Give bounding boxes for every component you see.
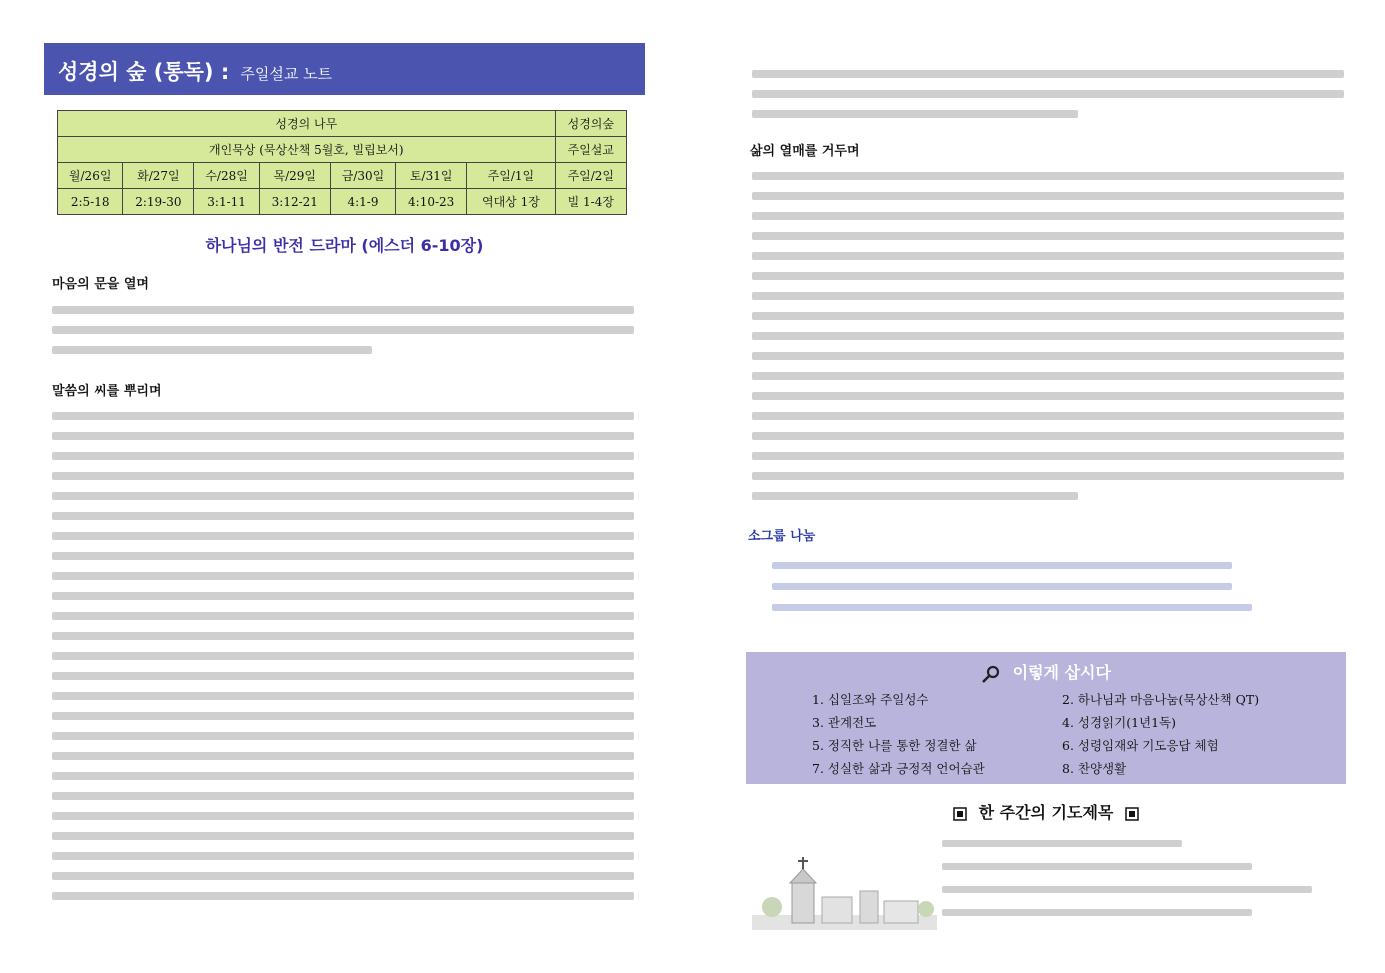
schedule-day: 수/28일: [194, 163, 259, 189]
paragraph-open-heart: [52, 306, 634, 366]
live-title: 이렇게 삽시다: [1012, 663, 1111, 682]
list-item: 8. 찬양생활: [1062, 761, 1127, 776]
schedule-ref: 4:10-23: [396, 189, 467, 215]
schedule-ref: 4:1-9: [330, 189, 395, 215]
page-subtitle: 주일설교 노트: [240, 65, 333, 83]
reading-schedule-table: [57, 110, 627, 215]
list-item: [942, 901, 1312, 924]
list-item: [772, 576, 1252, 597]
live-list: [812, 688, 1332, 780]
schedule-day: 월/26일: [58, 163, 123, 189]
section-heading-bear-fruit: 삶의 열매를 거두며: [750, 144, 860, 159]
schedule-ref: 2:19-30: [123, 189, 194, 215]
schedule-day: 주일/1일: [467, 163, 555, 189]
list-item: 5. 정직한 나를 통한 정결한 삶: [812, 738, 977, 753]
list-item: [942, 832, 1312, 855]
paragraph-continued: [752, 70, 1344, 130]
list-item: 6. 성령임재와 기도응답 체험: [1062, 738, 1219, 753]
schedule-day: 주일/2일: [555, 163, 626, 189]
list-item: [942, 855, 1312, 878]
church-illustration: [752, 855, 937, 930]
section-heading-sow-word: 말씀의 씨를 뿌리며: [52, 384, 162, 399]
schedule-day: 금/30일: [330, 163, 395, 189]
schedule-day: 토/31일: [396, 163, 467, 189]
schedule-day: 목/29일: [259, 163, 330, 189]
list-item: 1. 십일조와 주일성수: [812, 692, 929, 707]
sermon-title: 하나님의 반전 드라마 (에스더 6-10장): [205, 236, 484, 255]
square-bullet-icon: [1125, 807, 1139, 821]
schedule-sub-main: 개인묵상 (묵상산책 5월호, 빌립보서): [58, 137, 556, 163]
schedule-ref: 3:12-21: [259, 189, 330, 215]
schedule-sub-side: 주일설교: [555, 137, 626, 163]
section-heading-open-heart: 마음의 문을 열며: [52, 277, 149, 292]
paragraph-bear-fruit: [752, 172, 1344, 512]
section-heading-small-group: 소그룹 나눔: [748, 529, 816, 544]
list-item: [772, 597, 1252, 618]
square-bullet-icon: [953, 807, 967, 821]
schedule-day: 화/27일: [123, 163, 194, 189]
list-item: [772, 555, 1252, 576]
schedule-ref: 3:1-11: [194, 189, 259, 215]
small-group-list: [772, 555, 1252, 618]
list-item: 3. 관계전도: [812, 715, 877, 730]
live-box: [746, 652, 1346, 784]
header-bar: [44, 43, 645, 95]
prayer-list: [942, 832, 1312, 924]
schedule-ref: 빌 1-4장: [555, 189, 626, 215]
schedule-head-main: 성경의 나무: [58, 111, 556, 137]
list-item: 2. 하나님과 마음나눔(묵상산책 QT): [1062, 692, 1260, 707]
paragraph-sow-word: [52, 412, 634, 912]
schedule-ref: 역대상 1장: [467, 189, 555, 215]
magnifier-icon: [981, 664, 1001, 684]
schedule-head-side: 성경의숲: [555, 111, 626, 137]
list-item: 4. 성경읽기(1년1독): [1062, 715, 1177, 730]
list-item: [942, 878, 1312, 901]
prayer-title: 한 주간의 기도제목: [978, 803, 1114, 822]
list-item: 7. 성실한 삶과 긍정적 언어습관: [812, 761, 985, 776]
page-title: 성경의 숲 (통독) :: [58, 60, 230, 84]
schedule-ref: 2:5-18: [58, 189, 123, 215]
